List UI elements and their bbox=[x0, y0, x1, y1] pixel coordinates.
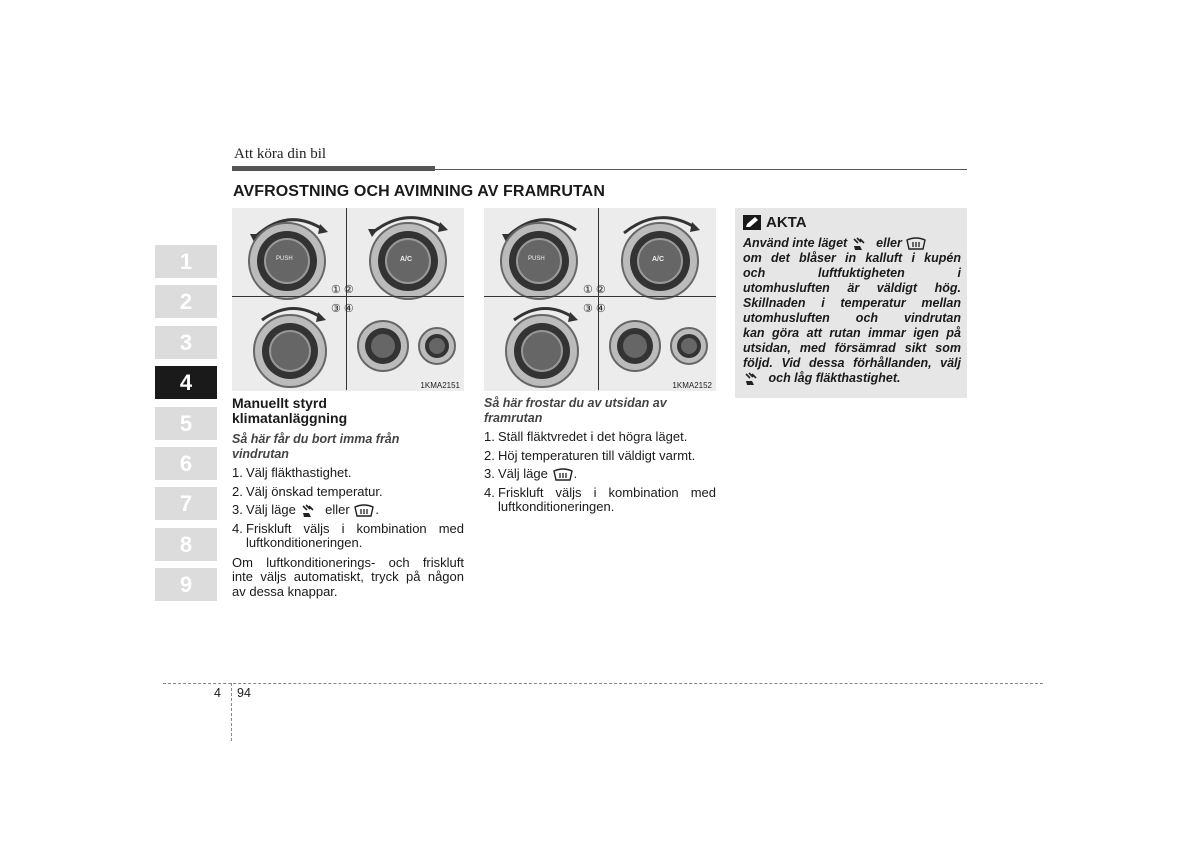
knob-label: PUSH bbox=[528, 256, 545, 262]
climate-knobs-illustration bbox=[484, 208, 716, 391]
feet-defrost-mode-icon bbox=[743, 372, 765, 386]
list-item: 2. Höj temperaturen till väldigt varmt. bbox=[484, 447, 696, 463]
section-heading: klimatanläggning bbox=[232, 410, 348, 426]
list-item-continuation: luftkonditioneringen. bbox=[246, 535, 363, 551]
caution-line: och luftfuktigheten i bbox=[743, 266, 961, 280]
caution-text bbox=[743, 236, 961, 386]
windshield-defrost-icon bbox=[552, 468, 574, 482]
caution-line: Använd inte läget eller bbox=[743, 236, 961, 251]
figure-code: 1KMA2151 bbox=[420, 381, 460, 390]
list-item: 4. Friskluft väljs i kombination med bbox=[484, 484, 716, 500]
figure-climate-controls-1 bbox=[232, 208, 464, 391]
paragraph-line: inte väljs automatiskt, tryck på någon bbox=[232, 569, 464, 585]
figure-markers: ① ② bbox=[331, 284, 354, 296]
subheading: Så här frostar du av utsidan av bbox=[484, 396, 667, 410]
figure-divider bbox=[232, 296, 464, 297]
chapter-tab-7[interactable]: 7 bbox=[155, 487, 217, 520]
left-column bbox=[232, 396, 464, 599]
paragraph-line: Om luftkonditionerings- och friskluft bbox=[232, 554, 464, 570]
figure-divider bbox=[346, 208, 347, 390]
list-item: 3. Välj läge . bbox=[484, 466, 578, 481]
subheading: framrutan bbox=[484, 411, 543, 425]
figure-markers: ③ ④ bbox=[583, 303, 606, 315]
pencil-icon bbox=[743, 215, 761, 230]
knob-label: A/C bbox=[652, 256, 665, 263]
caution-line: och låg fläkthastighet. bbox=[743, 371, 961, 386]
chapter-tab-2[interactable]: 2 bbox=[155, 285, 217, 318]
caution-line: om det blåser in kalluft i kupén bbox=[743, 251, 961, 265]
list-item-continuation: luftkonditioneringen. bbox=[498, 499, 615, 515]
caution-line: kan göra att rutan immar igen på bbox=[743, 326, 961, 340]
figure-markers: ③ ④ bbox=[331, 303, 354, 315]
windshield-defrost-icon bbox=[353, 504, 375, 518]
feet-defrost-mode-icon bbox=[851, 237, 873, 251]
subheading: Så här får du bort imma från bbox=[232, 432, 400, 446]
chapter-tab-5[interactable]: 5 bbox=[155, 407, 217, 440]
caution-line: utsidan, med försämrad sikt som bbox=[743, 341, 961, 355]
figure-divider bbox=[484, 296, 716, 297]
caution-box bbox=[735, 208, 967, 398]
paragraph-line: av dessa knappar. bbox=[232, 583, 338, 599]
chapter-tab-9[interactable]: 9 bbox=[155, 568, 217, 601]
chapter-tab-4[interactable]: 4 bbox=[155, 366, 217, 399]
climate-knobs-illustration bbox=[232, 208, 464, 391]
section-label: Att köra din bil bbox=[234, 146, 327, 162]
caution-line: Skillnaden i temperatur mellan bbox=[743, 296, 961, 310]
footer-rule-vertical bbox=[231, 683, 232, 741]
list-item: 1. Ställ fläktvredet i det högra läget. bbox=[484, 429, 688, 444]
caution-line: följd. Vid dessa förhållanden, välj bbox=[743, 356, 961, 370]
figure-divider bbox=[598, 208, 599, 390]
header-rule-accent bbox=[232, 166, 435, 171]
chapter-tab-8[interactable]: 8 bbox=[155, 528, 217, 561]
windshield-defrost-icon bbox=[905, 237, 927, 251]
list-item: 4. Friskluft väljs i kombination med bbox=[232, 520, 464, 536]
caution-line: utomhusluften är väldigt hög. bbox=[743, 281, 961, 295]
caution-line: utomhusluften och vindrutan bbox=[743, 311, 961, 325]
chapter-number: 4 bbox=[214, 686, 221, 700]
page-title: AVFROSTNING OCH AVIMNING AV FRAMRUTAN bbox=[233, 183, 605, 200]
list-item: 2. Välj önskad temperatur. bbox=[232, 483, 383, 499]
caution-title: AKTA bbox=[743, 214, 807, 231]
section-heading: Manuellt styrd bbox=[232, 395, 327, 411]
footer-rule bbox=[163, 683, 1043, 684]
figure-code: 1KMA2152 bbox=[672, 381, 712, 390]
knob-label: A/C bbox=[400, 256, 413, 263]
figure-climate-controls-2 bbox=[484, 208, 716, 391]
chapter-tab-6[interactable]: 6 bbox=[155, 447, 217, 480]
chapter-tab-3[interactable]: 3 bbox=[155, 326, 217, 359]
subheading: vindrutan bbox=[232, 447, 289, 461]
chapter-tab-1[interactable]: 1 bbox=[155, 245, 217, 278]
feet-defrost-mode-icon bbox=[300, 504, 322, 518]
figure-markers: ① ② bbox=[583, 284, 606, 296]
page-number: 94 bbox=[237, 686, 251, 700]
knob-label: PUSH bbox=[276, 256, 293, 262]
middle-column bbox=[484, 396, 716, 515]
list-item: 3. Välj läge eller . bbox=[232, 502, 379, 517]
list-item: 1. Välj fläkthastighet. bbox=[232, 465, 352, 480]
